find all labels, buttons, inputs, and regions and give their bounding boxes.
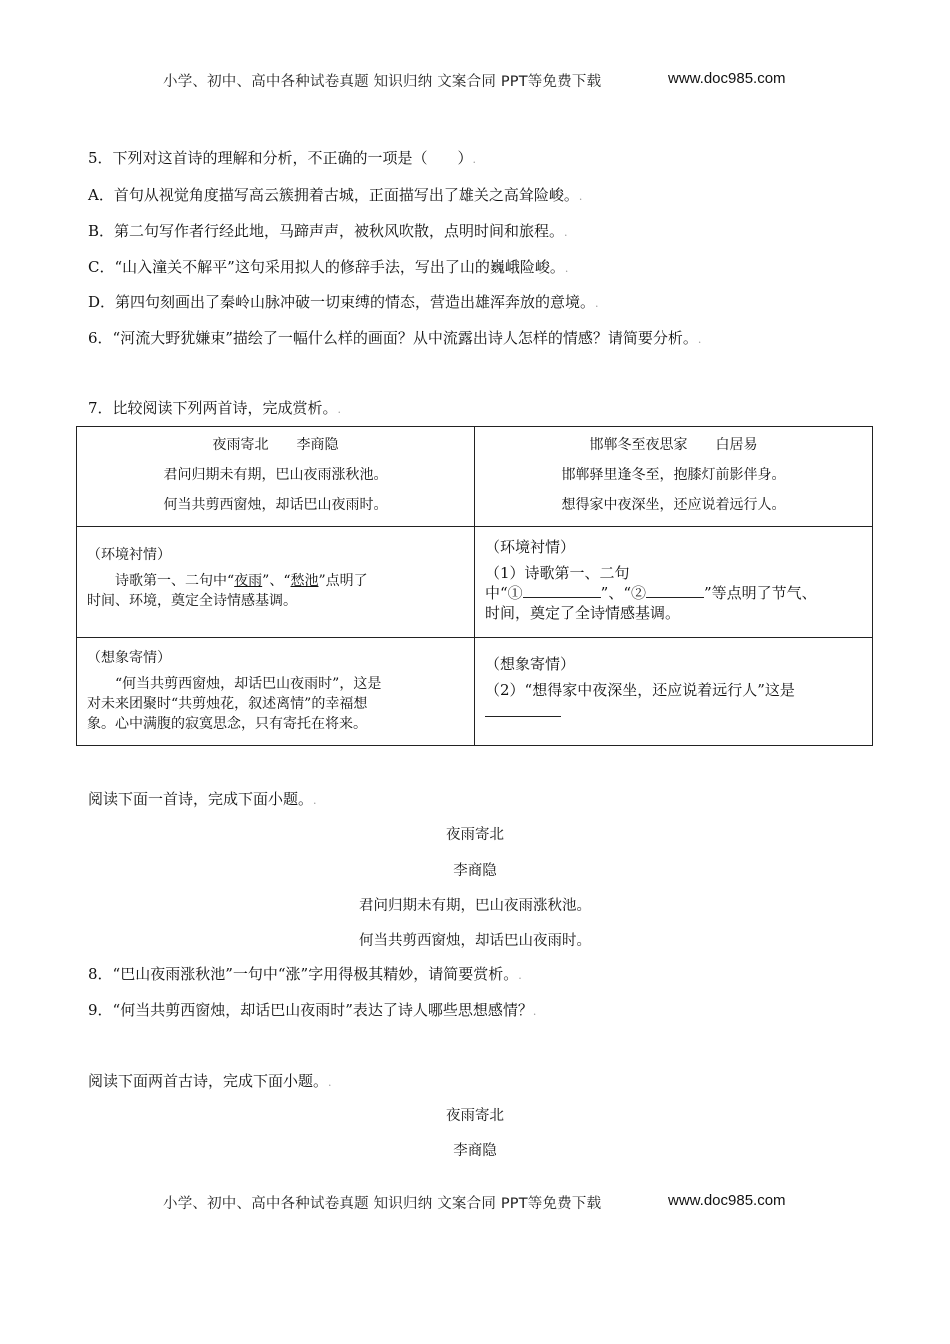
keyword-chouchi: 愁池 [290, 573, 319, 589]
env-right-label: （环境衬情） [485, 538, 576, 556]
reading-2-author: 李商隐 [453, 1143, 497, 1159]
imag-left-line-1: “何当共剪西窗烛，却话巴山夜雨时”，这是 [115, 676, 382, 692]
reading-1-author: 李商隐 [453, 863, 497, 879]
left-poem-cell [77, 427, 475, 527]
env-left-label: （环境衬情） [87, 547, 171, 563]
answer-blank-3[interactable] [485, 702, 561, 717]
env-right-line-1: （1）诗歌第一、二句 [485, 564, 630, 582]
env-right-cell [475, 527, 873, 638]
page-header [163, 70, 601, 91]
reading-1-intro: 阅读下面一首诗，完成下面小题。. [88, 790, 317, 808]
reading-2-intro: 阅读下面两首古诗，完成下面小题。. [88, 1072, 332, 1090]
keyword-yeyu: 夜雨 [234, 573, 263, 589]
reading-1-title: 夜雨寄北 [446, 827, 504, 843]
question-5-option-c: C．“山入潼关不解平”这句采用拟人的修辞手法，写出了山的巍峨险峻。. [88, 258, 569, 276]
question-9: 9．“何当共剪西窗烛，却话巴山夜雨时”表达了诗人哪些思想感情？. [88, 1001, 537, 1019]
reading-2-title: 夜雨寄北 [446, 1108, 504, 1124]
answer-blank-1[interactable] [523, 583, 601, 598]
env-left-line-2: 时间、环境，奠定全诗情感基调。 [87, 593, 297, 609]
imag-right-label: （想象寄情） [485, 655, 576, 673]
question-7-stem: 7．比较阅读下列两首诗，完成赏析。. [88, 399, 342, 417]
imag-left-line-3: 象。心中满腹的寂寞思念，只有寄托在将来。 [87, 716, 367, 732]
reading-1-line-2: 何当共剪西窗烛，却话巴山夜雨时。 [359, 933, 591, 949]
right-poem-line-1: 邯郸驿里逢冬至，抱膝灯前影伴身。 [561, 467, 786, 483]
right-poem-cell [475, 427, 873, 527]
page-footer [163, 1192, 601, 1213]
question-5-option-a: A．首句从视觉角度描写高云簇拥着古城，正面描写出了雄关之高耸险峻。. [88, 186, 583, 204]
left-poem-heading: 夜雨寄北 李商隐 [212, 437, 339, 453]
left-poem-line-2: 何当共剪西窗烛，却话巴山夜雨时。 [163, 497, 388, 513]
right-poem-heading: 邯郸冬至夜思家 白居易 [589, 437, 758, 453]
env-right-line-3: 时间，奠定了全诗情感基调。 [485, 604, 681, 622]
question-5-stem: 5．下列对这首诗的理解和分析，不正确的一项是（ ）. [88, 149, 477, 167]
question-5-option-b: B．第二句写作者行经此地，马蹄声声，被秋风吹散，点明时间和旅程。. [88, 222, 568, 240]
right-poem-line-2: 想得家中夜深坐，还应说着远行人。 [561, 497, 786, 513]
question-8: 8．“巴山夜雨涨秋池”一句中“涨”字用得极其精妙，请简要赏析。. [88, 965, 522, 983]
imag-right-line-1: （2）“想得家中夜深坐，还应说着远行人”这是 [485, 681, 795, 699]
footer-site-link[interactable]: www.doc985.com [668, 1192, 786, 1209]
reading-1-line-1: 君问归期未有期，巴山夜雨涨秋池。 [359, 898, 591, 914]
comparison-table [76, 426, 873, 746]
left-poem-line-1: 君问归期未有期，巴山夜雨涨秋池。 [163, 467, 388, 483]
question-5-option-d: D．第四句刻画出了秦岭山脉冲破一切束缚的情态，营造出雄浑奔放的意境。. [88, 293, 599, 311]
env-left-cell [77, 527, 475, 638]
answer-blank-2[interactable] [646, 583, 704, 598]
imag-left-cell [77, 638, 475, 746]
imag-left-label: （想象寄情） [87, 650, 171, 666]
env-right-line-2: 中“① ”、“② ”等点明了节气、 [485, 584, 817, 602]
footer-text: 小学、初中、高中各种试卷真题 知识归纳 文案合同 PPT等免费下载 [163, 1196, 602, 1212]
question-6: 6．“河流大野犹嫌束”描绘了一幅什么样的画面？从中流露出诗人怎样的情感？请简要分析。. [88, 329, 702, 347]
imag-left-line-2: 对未来团聚时“共剪烛花，叙述离情”的幸福想 [87, 696, 368, 712]
env-left-line-1: 诗歌第一、二句中“夜雨”、“愁池”点明了 [115, 573, 368, 589]
header-site-link[interactable]: www.doc985.com [668, 70, 786, 87]
imag-right-cell [475, 638, 873, 746]
header-text: 小学、初中、高中各种试卷真题 知识归纳 文案合同 PPT等免费下载 [163, 74, 602, 90]
